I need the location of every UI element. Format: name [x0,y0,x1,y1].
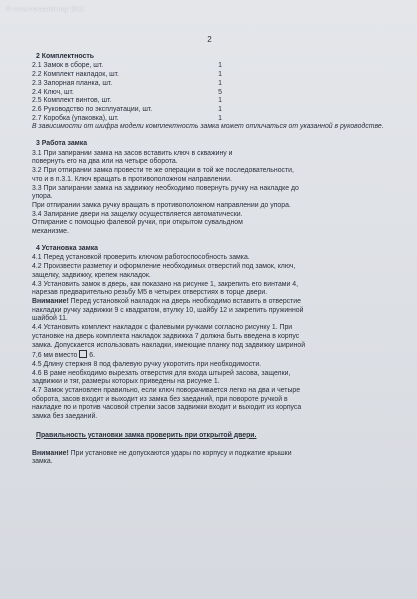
text-line: 4.4 Установить комплект накладок с фалевыми ручками согласно рисунку 1. При [32,324,293,332]
text-line: Отпирание с помощью фалевой ручки, при открытом сувальдном [32,219,243,227]
section-completeness [32,53,387,132]
text-line: оборота, засов входит и выходит из замка без заеданий, при повороте ручкой в [32,395,288,403]
text-line: Внимание! Перед установкой накладок на дверь необходимо вставить в отверстие [32,297,301,305]
fraction-box [79,350,87,358]
item-qty: 1 [218,105,222,113]
text-line: 4.6 В раме необходимо вырезать отверстия для входа штырей засова, защелки, [32,369,291,377]
warning-text: При установке не допускаются удары по корпусу и поджатие крышки [68,449,292,457]
section-title: 2 Комплектность [36,52,94,60]
text-line: замка. Допускается использовать накладки, имеющие планку под задвижку шириной [32,341,306,349]
item-qty: 1 [218,79,222,87]
item-qty: 1 [218,97,222,105]
text-line: 7,6 мм вместо 6. [32,352,95,360]
list-item [32,71,387,80]
watermark: © www.tverzamki.org/ 2011 [6,6,85,13]
section-title: 4 Установка замка [36,244,98,252]
text-line: 4.2 Произвести разметку и оформление необходимых отверстий под замок, ключ, [32,263,296,271]
item-name: 2.2 Комплект накладок, шт. [32,71,119,79]
text-line: 4.5 Длину стержня 8 под фалевую ручку укоротить при необходимости. [32,360,262,368]
text-line: накладке по и против часовой стрелки засов задвижки входит и выходит из корпуса [32,404,302,412]
text-line: 3.4 Запирание двери на защелку осуществляется автоматически. [32,210,243,218]
list-item [32,106,387,115]
item-qty: 1 [218,62,222,70]
item-name: 2.4 Ключ, шт. [32,88,74,96]
item-name: 2.3 Запорная планка, шт. [32,79,113,87]
text-line: накладки ручку задвижки 9 с квадратом, втулку 10, шайбу 12 и закрепить пружинной [32,306,304,314]
text-line: нарезав предварительно резьбу М5 в четырех отверстиях в торце двери. [32,289,268,297]
text-line: 4.7 Замок установлен правильно, если ключ поворачивается легко на два и четыре [32,387,301,395]
item-qty: 1 [218,114,222,122]
text-line: защелку, задвижку, крепеж накладок. [32,271,151,279]
warning-label: Внимание! [32,449,69,457]
list-item [32,89,387,98]
text-line: При отпирании замка ручку вращать в противоположном направлении до упора. [32,201,291,209]
paragraph-lines [32,254,387,421]
item-name: 2.1 Замок в сборе, шт. [32,62,104,70]
text-line: задвижки и тяг, размеры которых приведены на рисунке 1. [32,378,220,386]
item-qty: 1 [218,71,222,79]
section-operation [32,140,387,237]
item-name: 2.6 Руководство по эксплуатации, шт. [32,105,153,113]
item-qty: 5 [218,88,222,96]
text-line: упора. [32,193,53,201]
check-instruction: Правильность установки замка проверить при открытой двери. [36,431,257,439]
item-name: 2.7 Коробка (упаковка), шт. [32,114,119,122]
warning-tail: замка. [32,458,53,466]
note: В зависимости от шифра модели комплектность замка может отличаться от указанной в руководстве. [32,123,384,131]
warning-paragraph [32,450,387,467]
text-line: установке на дверь комплекта накладок задвижка 7 должна быть введена в корпус [32,332,300,340]
text-line: повернуть его на два или на четыре оборота. [32,158,178,166]
list-item [32,97,387,106]
item-name: 2.5 Комплект винтов, шт. [32,97,112,105]
text-line: 4.1 Перед установкой проверить ключом работоспособность замка. [32,254,250,262]
text-line: 4.3 Установить замок в дверь, как показано на рисунке 1, закрепить его винтами 4, [32,280,299,288]
text-line: 3.2 При отпирании замка провести те же операции в той же последовательности, [32,167,294,175]
section-installation [32,245,387,422]
text-line: 3.3 При запирании замка на задвижку необходимо повернуть ручку на накладке до [32,184,299,192]
page-number: 2 [207,35,212,44]
text-line: шайбой 11. [32,315,68,323]
list-item [32,62,387,71]
item-list [32,62,387,123]
section-title: 3 Работа замка [36,140,88,148]
text-line: механизме. [32,228,69,236]
text-line: что и в п.3.1. Ключ вращать в противоположном направлении. [32,175,232,183]
paragraph-lines [32,150,387,237]
list-item [32,80,387,89]
text-line: замка без заеданий. [32,413,98,421]
text-line: 3.1 При запирании замка на засов вставить ключ в скважину и [32,149,233,157]
